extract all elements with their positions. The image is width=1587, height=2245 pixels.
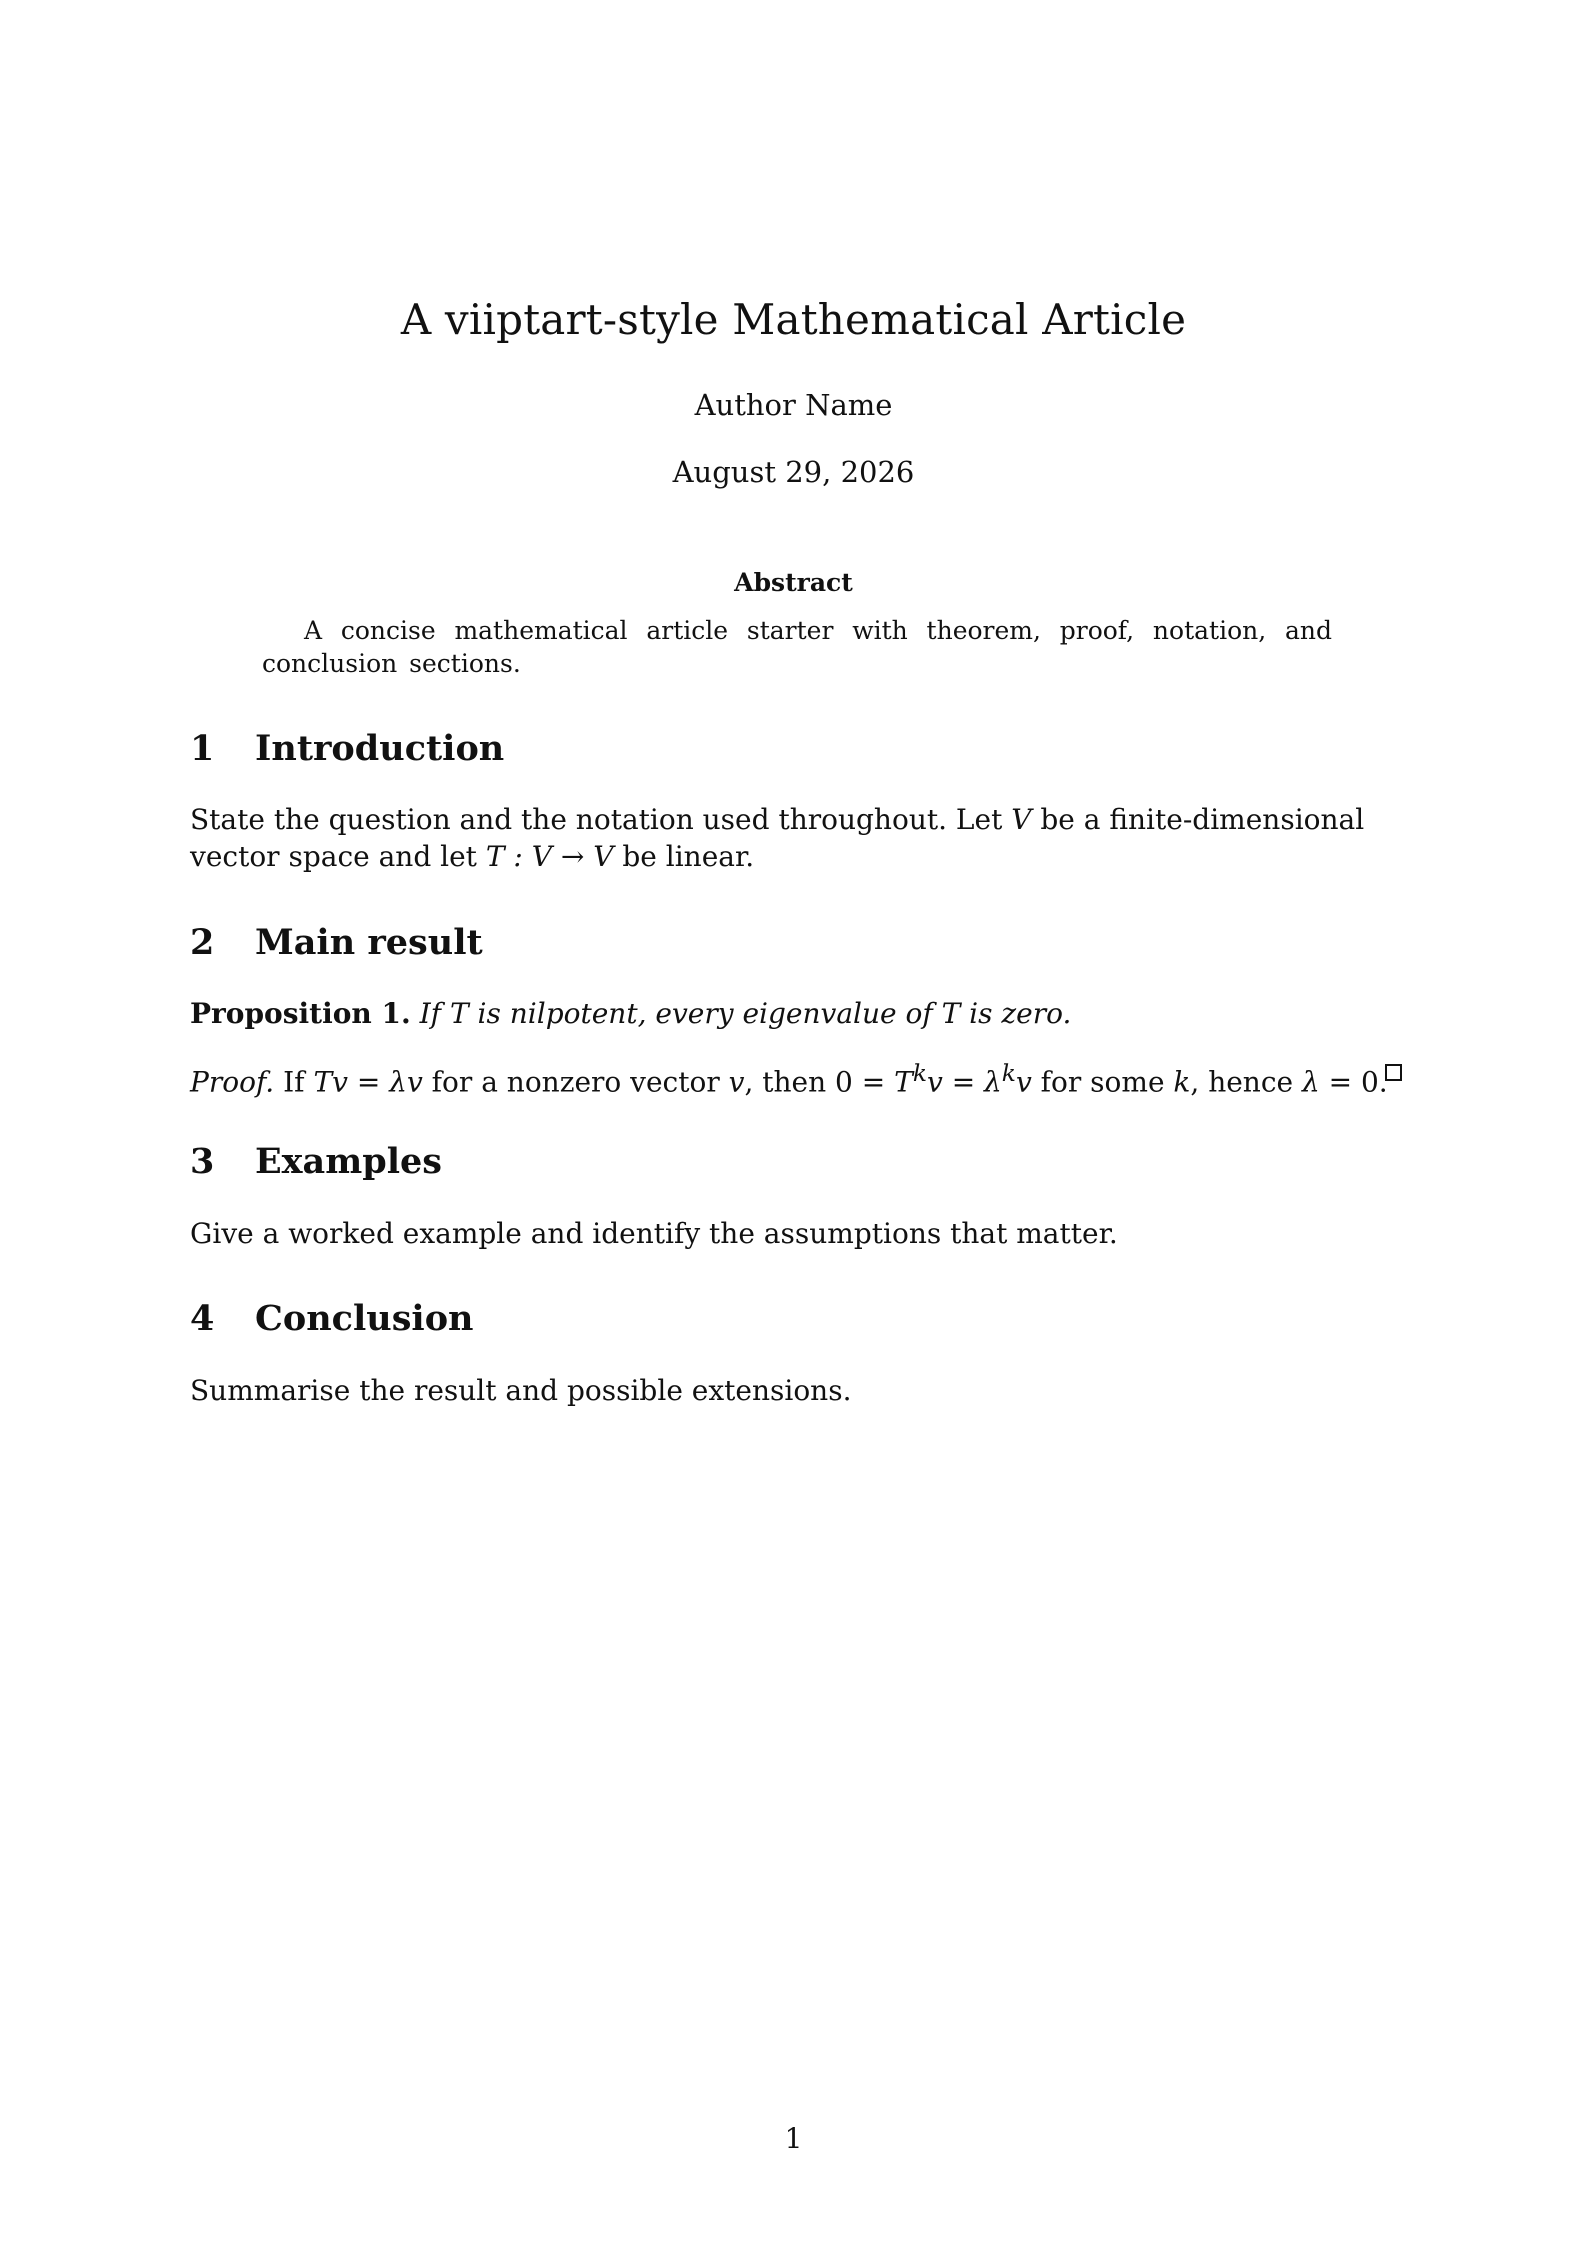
math-symbol: v — [1015, 1065, 1032, 1099]
page-number: 1 — [784, 2122, 803, 2155]
section-title: Introduction — [255, 728, 505, 769]
math-expression: Tv = λv — [313, 1065, 423, 1099]
proof-text: for some — [1031, 1065, 1174, 1099]
abstract-text: A concise mathematical article starter with theorem, proof, notation, and conclusion sections. — [262, 616, 1332, 678]
proof-text: = 0. — [1319, 1065, 1388, 1099]
section-heading-conclusion — [190, 1298, 474, 1339]
section-number: 2 — [190, 922, 215, 963]
math-symbol: T — [894, 1065, 913, 1099]
section-title: Main result — [255, 922, 483, 963]
introduction-paragraph — [190, 801, 1406, 875]
section-number: 3 — [190, 1141, 215, 1182]
proof-text: for a nonzero vector — [422, 1065, 729, 1099]
math-symbol: k — [1173, 1065, 1191, 1099]
math-superscript: k — [1001, 1059, 1016, 1087]
math-superscript: k — [912, 1059, 927, 1087]
author-name: Author Name — [694, 388, 893, 422]
proof-text: , then 0 = — [744, 1065, 895, 1099]
math-expression: v = λ — [926, 1065, 1002, 1099]
proof-text: , hence — [1190, 1065, 1302, 1099]
article-title: A viiptart-style Mathematical Article — [400, 295, 1187, 344]
proof-label: Proof. — [190, 1065, 275, 1099]
conclusion-paragraph: Summarise the result and possible extensions. — [190, 1374, 852, 1407]
section-heading-main-result — [190, 922, 483, 963]
math-symbol: λ — [1301, 1065, 1320, 1099]
examples-paragraph: Give a worked example and identify the assumptions that matter. — [190, 1217, 1118, 1250]
section-heading-introduction — [190, 728, 504, 769]
math-expression: T : V → V — [485, 840, 614, 873]
paragraph-text: State the question and the notation used throughout. Let — [190, 803, 1012, 836]
section-heading-examples — [190, 1141, 442, 1182]
section-title: Conclusion — [255, 1298, 474, 1339]
section-title: Examples — [255, 1141, 442, 1182]
proposition — [190, 995, 1406, 1032]
abstract-heading: Abstract — [734, 568, 853, 597]
article-date: August 29, 2026 — [672, 455, 915, 489]
paragraph-text: be linear. — [613, 840, 755, 873]
paragraph-text: be a finite-dimensional vector space and let — [190, 803, 1365, 873]
section-number: 1 — [190, 728, 215, 769]
math-symbol: v — [728, 1065, 745, 1099]
proposition-statement: If T is nilpotent, every eigenvalue of T is zero. — [419, 997, 1072, 1030]
proof-paragraph — [190, 1055, 1406, 1100]
proposition-label: Proposition 1. — [190, 997, 411, 1030]
proof-text: If — [283, 1065, 314, 1099]
section-number: 4 — [190, 1298, 215, 1339]
qed-box-icon — [1385, 1064, 1402, 1081]
math-symbol: V — [1011, 803, 1032, 836]
